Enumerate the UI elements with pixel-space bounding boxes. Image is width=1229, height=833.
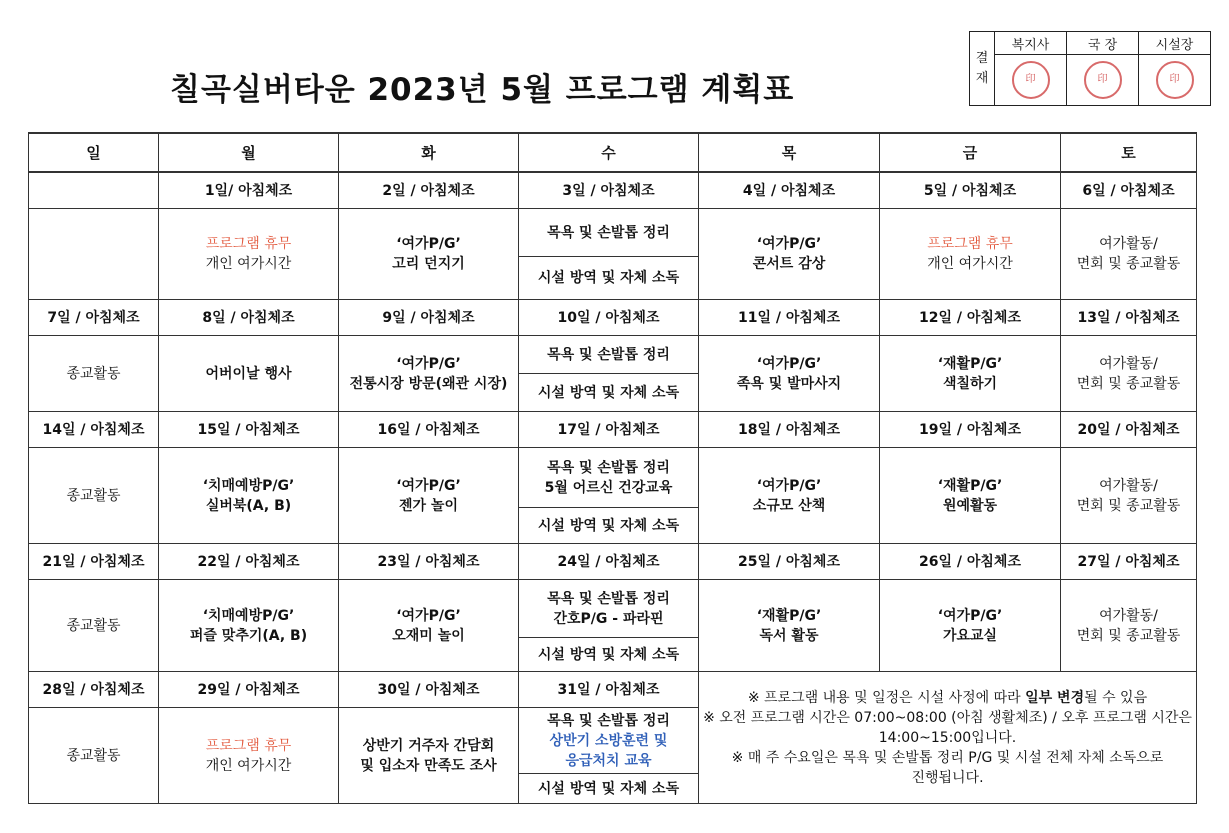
date-row (29, 544, 1197, 580)
program-detail: 퍼즐 맞추기(A, B) (189, 627, 308, 644)
weekday-fri: 금 (880, 133, 1061, 172)
wed-bath-label: 목욕 및 손발톱 정리 (547, 590, 670, 607)
date-cell: 15일 / 아침체조 (159, 412, 339, 448)
note-3b: 진행됩니다. (911, 769, 984, 786)
date-cell: 20일 / 아침체조 (1061, 412, 1197, 448)
fri-program (880, 580, 1061, 672)
date-cell: 14일 / 아침체조 (29, 412, 159, 448)
date-cell: 1일/ 아침체조 (159, 172, 339, 209)
date-cell: 24일 / 아침체조 (519, 544, 699, 580)
sat-program (1061, 580, 1197, 672)
date-cell: 22일 / 아침체조 (159, 544, 339, 580)
weekday-sat: 토 (1061, 133, 1197, 172)
date-cell: 19일 / 아침체조 (880, 412, 1061, 448)
program-title: 여가활동/ (1099, 477, 1158, 494)
date-cell: 4일 / 아침체조 (699, 172, 880, 209)
program-title: ‘여가P/G’ (396, 477, 461, 494)
program-detail: 실버북(A, B) (205, 497, 292, 514)
date-cell: 18일 / 아침체조 (699, 412, 880, 448)
program-detail: 색칠하기 (942, 375, 998, 392)
program-detail: 족욕 및 발마사지 (736, 375, 842, 392)
program-title: ‘여가P/G’ (396, 607, 461, 624)
program-detail: 젠가 놀이 (399, 497, 458, 514)
program-row (29, 580, 1197, 638)
sun-program: 종교활동 (29, 580, 159, 672)
weekday-wed: 수 (519, 133, 699, 172)
program-title: ‘재활P/G’ (937, 477, 1003, 494)
weekday-tue: 화 (339, 133, 519, 172)
date-cell: 31일 / 아침체조 (519, 672, 699, 708)
wed-disinfect: 시설 방역 및 자체 소독 (519, 257, 699, 300)
thu-program (699, 448, 880, 544)
date-cell: 2일 / 아침체조 (339, 172, 519, 209)
approval-box (969, 31, 1211, 106)
program-title: ‘여가P/G’ (756, 355, 822, 372)
program-detail: 면회 및 종교활동 (1076, 256, 1181, 272)
note-2a: ※ 오전 프로그램 시간은 07:00~08:00 (아침 생활체조) / 오후 프로그램 시간은 (703, 709, 1192, 726)
date-cell: 21일 / 아침체조 (29, 544, 159, 580)
date-cell (29, 172, 159, 209)
fri-program (880, 448, 1061, 544)
wed-bath-label: 목욕 및 손발톱 정리 (547, 712, 670, 729)
program-title: 상반기 거주자 간담회 (362, 737, 495, 754)
wed-bath (519, 708, 699, 774)
program-title: 프로그램 휴무 (205, 236, 292, 252)
program-title: 여가활동/ (1099, 355, 1158, 372)
note-2b: 14:00~15:00입니다. (878, 729, 1017, 746)
seal-stamp-icon: 印 (1012, 61, 1050, 99)
wed-bath-label: 목욕 및 손발톱 정리 (547, 459, 670, 476)
date-cell: 30일 / 아침체조 (339, 672, 519, 708)
tue-program (339, 209, 519, 300)
sun-program (29, 209, 159, 300)
date-cell: 12일 / 아침체조 (880, 300, 1061, 336)
program-row (29, 448, 1197, 508)
sat-program (1061, 448, 1197, 544)
thu-program (699, 209, 880, 300)
program-detail: 독서 활동 (759, 627, 819, 644)
fri-program (880, 336, 1061, 412)
program-title: 여가활동/ (1099, 236, 1158, 252)
fri-program (880, 209, 1061, 300)
wed-bath: 목욕 및 손발톱 정리 (519, 209, 699, 257)
wed-bath (519, 580, 699, 638)
thu-program (699, 336, 880, 412)
approval-label-bottom: 재 (975, 70, 989, 86)
program-title: ‘여가P/G’ (756, 236, 822, 252)
program-detail: 면회 및 종교활동 (1076, 627, 1181, 644)
date-cell: 3일 / 아침체조 (519, 172, 699, 209)
mon-program (159, 708, 339, 804)
program-title: ‘여가P/G’ (756, 477, 822, 494)
program-title: ‘여가P/G’ (937, 607, 1003, 624)
mon-program (159, 209, 339, 300)
wed-disinfect: 시설 방역 및 자체 소독 (519, 374, 699, 412)
page-title: 칠곡실버타운 2023년 5월 프로그램 계획표 (170, 72, 795, 108)
date-cell: 13일 / 아침체조 (1061, 300, 1197, 336)
thu-program (699, 580, 880, 672)
program-detail: 면회 및 종교활동 (1076, 497, 1181, 514)
wed-extra: 응급처치 교육 (565, 752, 652, 769)
date-cell: 10일 / 아침체조 (519, 300, 699, 336)
sun-program: 종교활동 (29, 336, 159, 412)
date-cell: 6일 / 아침체조 (1061, 172, 1197, 209)
approval-label-top: 결 (975, 50, 989, 66)
date-cell: 9일 / 아침체조 (339, 300, 519, 336)
program-title: 프로그램 휴무 (927, 236, 1013, 252)
approval-role-head: 시설장 (1139, 32, 1211, 55)
date-row (29, 172, 1197, 209)
wed-bath: 목욕 및 손발톱 정리 (519, 336, 699, 374)
program-detail: 개인 여가시간 (927, 256, 1013, 272)
wed-disinfect: 시설 방역 및 자체 소독 (519, 508, 699, 544)
date-cell: 16일 / 아침체조 (339, 412, 519, 448)
date-cell: 28일 / 아침체조 (29, 672, 159, 708)
date-cell: 29일 / 아침체조 (159, 672, 339, 708)
note-1-emphasis: 일부 변경 (1025, 689, 1085, 706)
date-cell: 23일 / 아침체조 (339, 544, 519, 580)
program-title: ‘치매예방P/G’ (202, 607, 295, 624)
approval-seal-cell (995, 55, 1067, 106)
program-detail: 콘서트 감상 (752, 256, 826, 272)
mon-program (159, 448, 339, 544)
date-cell: 27일 / 아침체조 (1061, 544, 1197, 580)
seal-stamp-icon: 印 (1084, 61, 1122, 99)
wed-disinfect: 시설 방역 및 자체 소독 (519, 774, 699, 804)
program-detail: 전통시장 방문(왜관 시장) (349, 375, 508, 392)
note-3a: ※ 매 주 수요일은 목욕 및 손발톱 정리 P/G 및 시설 전체 자체 소독으로 (731, 749, 1164, 766)
program-title: ‘재활P/G’ (937, 355, 1003, 372)
wed-extra: 5월 어르신 건강교육 (544, 479, 673, 496)
weekday-thu: 목 (699, 133, 880, 172)
date-cell: 8일 / 아침체조 (159, 300, 339, 336)
approval-label (970, 32, 995, 106)
approval-seal-cell (1139, 55, 1211, 106)
program-detail: 고리 던지기 (392, 256, 465, 272)
program-detail: 원예활동 (942, 497, 998, 514)
date-row (29, 412, 1197, 448)
seal-stamp-icon: 印 (1156, 61, 1194, 99)
tue-program (339, 708, 519, 804)
program-detail: 개인 여가시간 (205, 757, 292, 774)
mon-program (159, 580, 339, 672)
date-row (29, 300, 1197, 336)
note-1a: ※ 프로그램 내용 및 일정은 시설 사정에 따라 (747, 689, 1026, 706)
weekday-sun: 일 (29, 133, 159, 172)
program-title: ‘치매예방P/G’ (202, 477, 295, 494)
approval-role-welfare: 복지사 (995, 32, 1067, 55)
sun-program: 종교활동 (29, 448, 159, 544)
date-row (29, 672, 1197, 708)
program-detail: 면회 및 종교활동 (1076, 375, 1181, 392)
program-detail: 가요교실 (942, 627, 998, 644)
program-title: ‘여가P/G’ (396, 355, 461, 372)
sat-program (1061, 336, 1197, 412)
date-cell: 25일 / 아침체조 (699, 544, 880, 580)
wed-extra: 상반기 소방훈련 및 (549, 732, 668, 749)
tue-program (339, 448, 519, 544)
sun-program: 종교활동 (29, 708, 159, 804)
program-detail: 개인 여가시간 (205, 256, 292, 272)
program-row (29, 209, 1197, 257)
tue-program (339, 336, 519, 412)
notes-box (699, 672, 1197, 804)
date-cell: 17일 / 아침체조 (519, 412, 699, 448)
approval-seal-cell (1067, 55, 1139, 106)
tue-program (339, 580, 519, 672)
wed-disinfect: 시설 방역 및 자체 소독 (519, 638, 699, 672)
date-cell: 11일 / 아침체조 (699, 300, 880, 336)
wed-bath (519, 448, 699, 508)
mon-program: 어버이날 행사 (159, 336, 339, 412)
weekday-mon: 월 (159, 133, 339, 172)
sat-program (1061, 209, 1197, 300)
program-detail: 오재미 놀이 (392, 627, 465, 644)
date-cell: 7일 / 아침체조 (29, 300, 159, 336)
program-title: ‘재활P/G’ (756, 607, 822, 624)
program-row (29, 336, 1197, 374)
approval-role-director: 국 장 (1067, 32, 1139, 55)
weekday-header-row (29, 133, 1197, 172)
date-cell: 5일 / 아침체조 (880, 172, 1061, 209)
program-detail: 및 입소자 만족도 조사 (360, 757, 497, 774)
program-title: 프로그램 휴무 (205, 737, 292, 754)
program-calendar (28, 132, 1197, 804)
program-title: ‘여가P/G’ (396, 236, 461, 252)
program-detail: 소규모 산책 (752, 497, 826, 514)
date-cell: 26일 / 아침체조 (880, 544, 1061, 580)
wed-extra: 간호P/G - 파라핀 (553, 610, 664, 627)
program-title: 여가활동/ (1099, 607, 1158, 624)
note-1c: 될 수 있음 (1084, 689, 1148, 706)
